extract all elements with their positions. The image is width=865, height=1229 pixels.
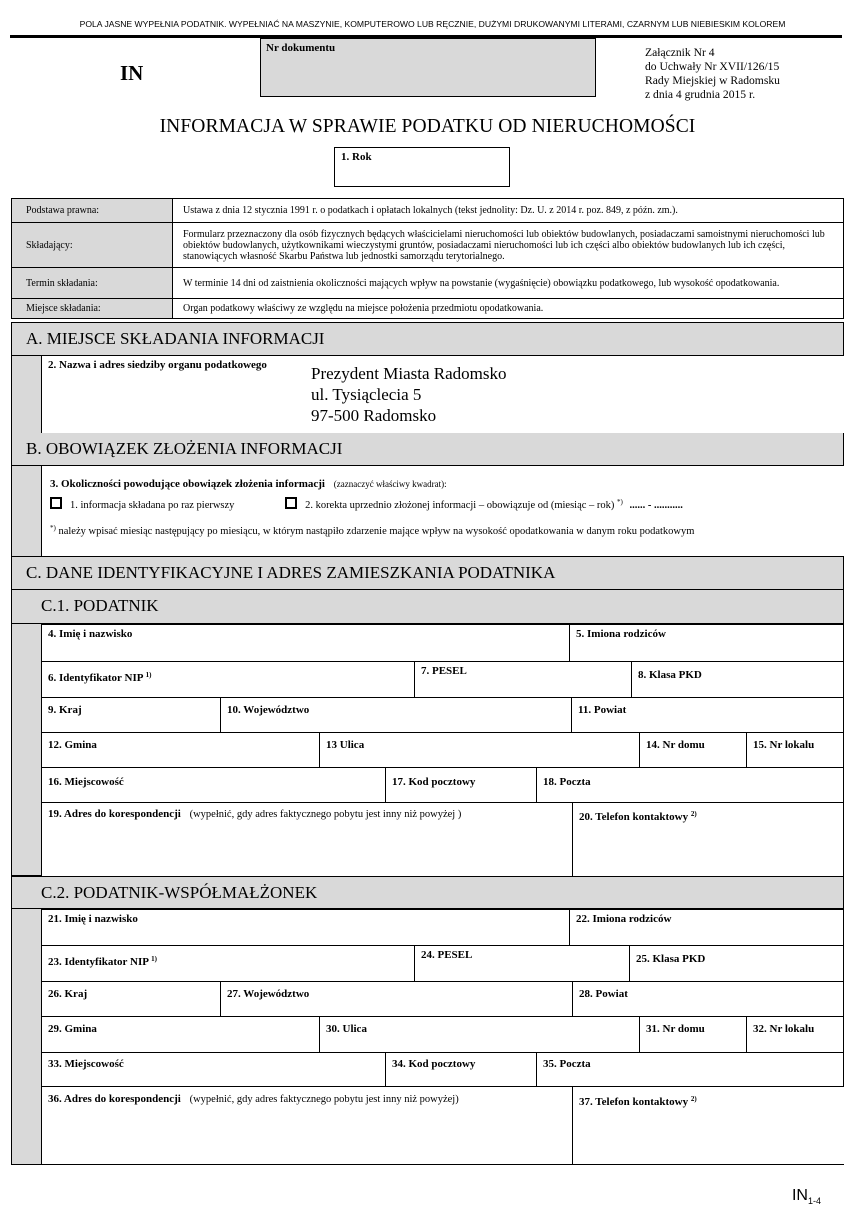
info-label: Miejsce składania: bbox=[12, 299, 173, 319]
section-margin bbox=[12, 909, 41, 1164]
obligation-field bbox=[41, 466, 844, 556]
page-title: INFORMACJA W SPRAWIE PODATKU OD NIERUCHOMOŚCI bbox=[159, 116, 696, 137]
spouse-post-office-field[interactable] bbox=[536, 1052, 844, 1087]
country-field[interactable] bbox=[41, 697, 221, 733]
correction-footnote-mark: *) bbox=[617, 498, 623, 506]
annex-note bbox=[645, 46, 780, 102]
field-label: 30. Ulica bbox=[326, 1023, 367, 1035]
spouse-locality-field[interactable] bbox=[41, 1052, 386, 1087]
footnote-mark: 1) bbox=[145, 671, 152, 679]
footnote-mark: 2) bbox=[690, 810, 697, 818]
spouse-house-number-field[interactable] bbox=[639, 1016, 747, 1053]
field-label: 10. Województwo bbox=[227, 704, 310, 716]
field-label: 9. Kraj bbox=[48, 704, 82, 716]
field-label: 17. Kod pocztowy bbox=[392, 776, 476, 788]
address-line: Prezydent Miasta Radomsko bbox=[311, 364, 507, 383]
field-label: 11. Powiat bbox=[578, 704, 627, 716]
correction-label: 2. korekta uprzednio złożonej informacji – obowiązuje od (miesiąc – rok) bbox=[305, 500, 615, 511]
tax-office-address bbox=[311, 363, 506, 426]
footnote-mark: *) bbox=[50, 524, 56, 532]
phone-field[interactable] bbox=[572, 802, 844, 877]
tax-office-label: 2. Nazwa i adres siedziby organu podatkowego bbox=[48, 359, 267, 371]
field-label: 15. Nr lokalu bbox=[753, 739, 815, 751]
section-margin bbox=[12, 624, 41, 876]
correction-checkbox[interactable] bbox=[285, 497, 297, 509]
footnote-mark: 2) bbox=[690, 1095, 697, 1103]
spouse-correspondence-address-field[interactable] bbox=[41, 1086, 573, 1164]
field-label: 4. Imię i nazwisko bbox=[48, 628, 133, 640]
locality-field[interactable] bbox=[41, 767, 386, 803]
year-field[interactable] bbox=[334, 147, 510, 187]
field-label: 35. Poczta bbox=[543, 1058, 591, 1070]
section-margin bbox=[12, 356, 41, 433]
municipality-field[interactable] bbox=[41, 732, 320, 768]
spouse-parents-names-field[interactable] bbox=[569, 909, 844, 946]
first-submission-label: 1. informacja składana po raz pierwszy bbox=[70, 500, 235, 511]
field-label: 19. Adres do korespondencji bbox=[48, 808, 181, 820]
field-label: 20. Telefon kontaktowy bbox=[579, 811, 689, 823]
spouse-name-field[interactable] bbox=[41, 909, 570, 946]
field-label: 27. Województwo bbox=[227, 988, 310, 1000]
field-label: 37. Telefon kontaktowy bbox=[579, 1096, 689, 1108]
section-c-title: C. DANE IDENTYFIKACYJNE I ADRES ZAMIESZKANIA PODATNIKA bbox=[12, 557, 843, 590]
footer-page-number: 1-4 bbox=[807, 1196, 821, 1207]
instruction-note: POLA JASNE WYPEŁNIA PODATNIK. WYPEŁNIAĆ NA MASZYNIE, KOMPUTEROWO LUB RĘCZNIE, DUŻYMI DRUKOWANYMI LITERAMI, CZARNYM LUB NIEBIESKIM KOLOREM bbox=[79, 19, 786, 29]
section-c2-title: C.2. PODATNIK-WSPÓŁMAŁŻONEK bbox=[12, 876, 843, 909]
spouse-apartment-number-field[interactable] bbox=[746, 1016, 844, 1053]
field-label: 32. Nr lokalu bbox=[753, 1023, 815, 1035]
field-note: (wypełnić, gdy adres faktycznego pobytu jest inny niż powyżej) bbox=[189, 1094, 459, 1105]
spouse-postal-code-field[interactable] bbox=[385, 1052, 537, 1087]
obligation-label: 3. Okoliczności powodujące obowiązek złożenia informacji bbox=[50, 478, 325, 490]
page-footer bbox=[792, 1187, 821, 1206]
legal-info-table bbox=[11, 198, 844, 319]
section-b bbox=[11, 433, 844, 557]
field-label: 12. Gmina bbox=[48, 739, 97, 751]
apartment-number-field[interactable] bbox=[746, 732, 844, 768]
field-label: 25. Klasa PKD bbox=[636, 953, 706, 965]
field-label: 18. Poczta bbox=[543, 776, 591, 788]
pesel-field[interactable] bbox=[414, 661, 632, 698]
post-office-field[interactable] bbox=[536, 767, 844, 803]
field-label: 6. Identyfikator NIP bbox=[48, 672, 143, 684]
correction-date-input[interactable]: ...... - ........... bbox=[629, 500, 683, 511]
footer-form-code: IN bbox=[791, 1187, 808, 1204]
section-c bbox=[11, 557, 844, 1165]
document-number-label: Nr dokumentu bbox=[266, 42, 336, 54]
field-label: 26. Kraj bbox=[48, 988, 88, 1000]
field-label: 7. PESEL bbox=[421, 665, 467, 677]
annex-line: do Uchwały Nr XVII/126/15 bbox=[645, 60, 780, 73]
address-line: 97-500 Radomsko bbox=[311, 406, 437, 425]
field-label: 23. Identyfikator NIP bbox=[48, 956, 149, 968]
spouse-phone-field[interactable] bbox=[572, 1086, 844, 1164]
address-line: ul. Tysiąclecia 5 bbox=[311, 385, 422, 404]
field-label: 22. Imiona rodziców bbox=[576, 913, 672, 925]
annex-line: Załącznik Nr 4 bbox=[645, 46, 715, 59]
info-value: Organ podatkowy właściwy ze względu na miejsce położenia przedmiotu opodatkowania. bbox=[173, 299, 844, 319]
voivodeship-field[interactable] bbox=[220, 697, 572, 733]
field-label: 24. PESEL bbox=[421, 949, 473, 961]
info-value: Formularz przeznaczony dla osób fizycznych będących właścicielami nieruchomości lub obiektów budowlanych, posiadaczami samoistnymi nieruchomości lub obiektów budowlanych, użytkownikami wieczystymi gruntów, posiadaczami nieruchomości lub ich części albo obiektów budowlanych lub ich części, stanowiących własność Skarbu Państwa lub jednostki samorządu terytorialnego. bbox=[173, 223, 844, 268]
info-value: Ustawa z dnia 12 stycznia 1991 r. o podatkach i opłatach lokalnych (tekst jednolity: Dz. U. z 2014 r. poz. 849, z późn. zm.). bbox=[173, 199, 844, 223]
footnote-mark: 1) bbox=[151, 955, 157, 963]
table-row bbox=[12, 199, 844, 223]
annex-line: Rady Miejskiej w Radomsku bbox=[645, 74, 780, 87]
nip-field[interactable] bbox=[41, 661, 415, 698]
pkd-field[interactable] bbox=[631, 661, 844, 698]
field-label: 31. Nr domu bbox=[646, 1023, 705, 1035]
spouse-voivodeship-field[interactable] bbox=[220, 981, 573, 1017]
county-field[interactable] bbox=[571, 697, 844, 733]
field-label: 8. Klasa PKD bbox=[638, 669, 702, 681]
info-label: Termin składania: bbox=[12, 268, 173, 299]
section-a-title: A. MIEJSCE SKŁADANIA INFORMACJI bbox=[12, 323, 843, 356]
first-submission-checkbox[interactable] bbox=[50, 497, 62, 509]
year-label: 1. Rok bbox=[341, 151, 372, 163]
spouse-pkd-field[interactable] bbox=[629, 945, 844, 982]
section-margin bbox=[12, 466, 41, 556]
field-label: 33. Miejscowość bbox=[48, 1058, 124, 1070]
house-number-field[interactable] bbox=[639, 732, 747, 768]
field-label: 13 Ulica bbox=[326, 739, 365, 751]
form-code: IN bbox=[120, 61, 144, 85]
spouse-country-field[interactable] bbox=[41, 981, 221, 1017]
spouse-pesel-field[interactable] bbox=[414, 945, 630, 982]
field-label: 34. Kod pocztowy bbox=[392, 1058, 476, 1070]
field-label: 16. Miejscowość bbox=[48, 776, 124, 788]
section-a bbox=[11, 322, 844, 433]
parents-names-field[interactable] bbox=[569, 624, 844, 662]
field-label: 29. Gmina bbox=[48, 1023, 97, 1035]
table-row bbox=[12, 223, 844, 268]
annex-line: z dnia 4 grudnia 2015 r. bbox=[645, 88, 756, 101]
spouse-street-field[interactable] bbox=[319, 1016, 640, 1053]
correspondence-address-field[interactable] bbox=[41, 802, 573, 877]
spouse-nip-field[interactable] bbox=[41, 945, 415, 982]
field-label: 5. Imiona rodziców bbox=[576, 628, 666, 640]
field-note: (wypełnić, gdy adres faktycznego pobytu jest inny niż powyżej ) bbox=[189, 809, 462, 820]
spouse-municipality-field[interactable] bbox=[41, 1016, 320, 1053]
table-row bbox=[12, 268, 844, 299]
postal-code-field[interactable] bbox=[385, 767, 537, 803]
footnote-text: należy wpisać miesiąc następujący po miesiącu, w którym nastąpiło zdarzenie mające wpływ na wysokość opodatkowania w danym roku podatkowym bbox=[58, 526, 695, 537]
info-value: W terminie 14 dni od zaistnienia okoliczności mających wpływ na powstanie (wygaśnięcie) obowiązku podatkowego, lub wysokość opodatkowania. bbox=[173, 268, 844, 299]
spouse-county-field[interactable] bbox=[572, 981, 844, 1017]
field-label: 21. Imię i nazwisko bbox=[48, 913, 138, 925]
table-row bbox=[12, 299, 844, 319]
obligation-note: (zaznaczyć właściwy kwadrat): bbox=[333, 479, 447, 489]
field-label: 36. Adres do korespondencji bbox=[48, 1093, 181, 1105]
document-number-field[interactable] bbox=[260, 38, 596, 97]
info-label: Podstawa prawna: bbox=[12, 199, 173, 223]
name-field[interactable] bbox=[41, 624, 570, 662]
section-b-title: B. OBOWIĄZEK ZŁOŻENIA INFORMACJI bbox=[12, 433, 843, 466]
street-field[interactable] bbox=[319, 732, 640, 768]
field-label: 28. Powiat bbox=[579, 988, 628, 1000]
info-label: Składający: bbox=[12, 223, 173, 268]
section-c1-title: C.1. PODATNIK bbox=[12, 590, 843, 624]
field-label: 14. Nr domu bbox=[646, 739, 705, 751]
